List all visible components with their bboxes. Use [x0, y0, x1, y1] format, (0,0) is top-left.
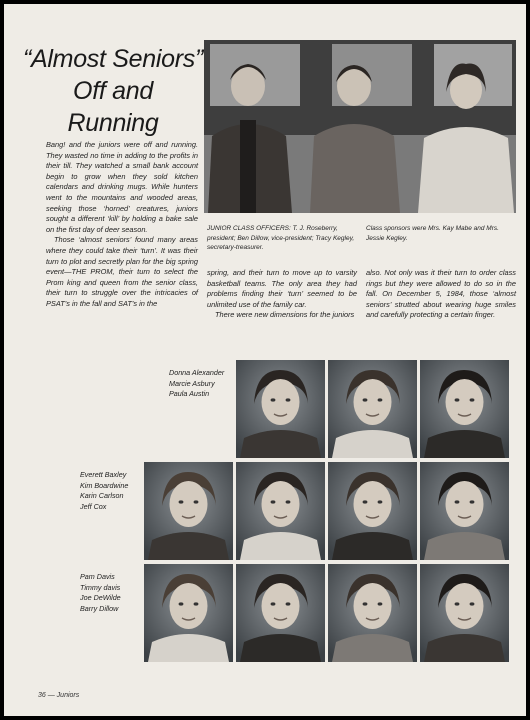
page-headline [18, 44, 208, 139]
name-list-row-2 [80, 470, 148, 512]
headline-line-2: Off and [73, 76, 153, 105]
student-name: Everett Baxley [80, 470, 127, 479]
student-name: Timmy davis [80, 582, 121, 592]
story-paragraph: Bang! and the juniors were off and running. They wasted no time in adding to the profits in their till. They watched a small bank account begin to grow when they sold kitchen calendars and drinking mugs. While hunters went to the mountains and wooded areas, seeking those ‘horned’ creatures, juniors sought a different ‘kill’ by holding a bake sale on the first day of deer season. [46, 140, 198, 234]
sponsors-caption: Class sponsors were Mrs. Kay Mabe and Mrs. Jessie Kegley. [366, 225, 499, 242]
student-portrait [328, 360, 417, 458]
student-name: Karin Carlson [80, 491, 124, 501]
officers-group-photo [204, 40, 516, 213]
student-portrait [144, 462, 233, 560]
student-portrait [236, 462, 325, 560]
story-paragraph: spring, and their turn to move up to varsity basketball teams. The only area they had problems finding their ‘turn’ seemed to be unlimited use of the family car. [207, 268, 357, 309]
student-name: Donna Alexander [169, 368, 225, 377]
student-name: Marcie Asbury [169, 378, 215, 388]
student-portrait [236, 564, 325, 662]
story-column-3 [366, 268, 516, 321]
student-name: Kim Boardwine [80, 480, 129, 490]
student-name: Joe DeWilde [80, 593, 121, 603]
student-name: Barry Dillow [80, 603, 119, 613]
student-portrait [144, 564, 233, 662]
yearbook-page [4, 4, 526, 716]
headline-line-3: Running [67, 108, 159, 137]
page-footer: 36 — Juniors [38, 692, 80, 699]
story-column-1 [46, 140, 198, 310]
officers-caption: JUNIOR CLASS OFFICERS: T. J. Roseberry, president; Ben Dillow, vice-president; Tracy Kegley, secretary-treasurer. [207, 225, 355, 252]
student-name: Paula Austin [169, 389, 210, 399]
student-name: Pam Davis [80, 572, 115, 581]
name-list-row-1 [169, 368, 239, 400]
story-paragraph: also. Not only was it their turn to order class rings but they were allowed to do so in the fall. On December 5, 1984, those ‘almost seniors’ strutted about wearing huge smiles and carefully protecting a certain finger. [366, 268, 516, 320]
student-portrait [328, 564, 417, 662]
student-portrait [236, 360, 325, 458]
student-portrait [420, 564, 509, 662]
name-list-row-3 [80, 572, 148, 614]
headline-line-1: “Almost Seniors” [23, 45, 203, 73]
student-portrait [420, 462, 509, 560]
student-name: Jeff Cox [80, 501, 107, 511]
student-portrait [420, 360, 509, 458]
student-portrait [328, 462, 417, 560]
story-column-2 [207, 268, 357, 321]
story-paragraph: Those ‘almost seniors’ found many areas where they could take their ‘turn’. It was their turn to plot and secretly plan for the big spring event—THE PROM, their turn to select the Prom king and queen from the senior class, their turn to struggle over the intricacies of PSAT’s in the fall and SAT’s in the [46, 235, 198, 308]
story-paragraph: There were new dimensions for the juniors [215, 310, 355, 320]
